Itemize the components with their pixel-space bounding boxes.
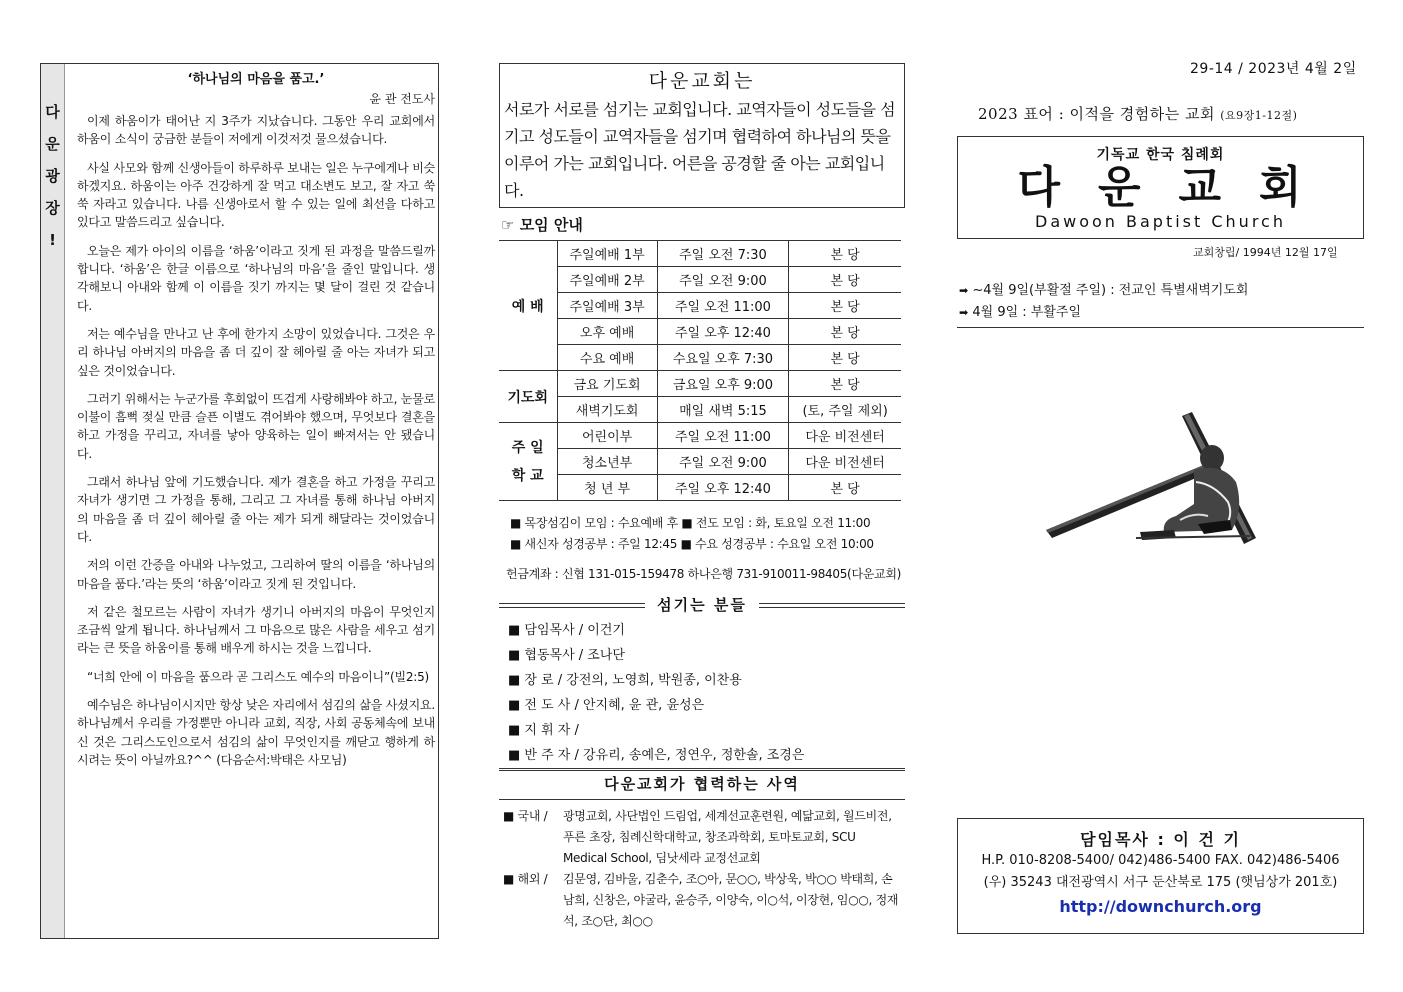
- table-cell: 주일 오후 12:40: [657, 475, 789, 501]
- table-cell: 본 당: [789, 267, 901, 293]
- table-row: [499, 371, 901, 397]
- table-cell: 수요 예배: [557, 345, 657, 371]
- list-item: ■ 장 로 / 강전의, 노영희, 박원종, 이찬용: [508, 673, 742, 688]
- cross-bearing-jesus-illustration: [1044, 412, 1264, 560]
- list-item: ■ 지 휘 자 /: [508, 723, 579, 738]
- list-item: ■ 전 도 사 / 안지혜, 윤 관, 윤성은: [508, 698, 705, 713]
- sermon-paragraph: 오늘은 제가 아이의 이름을 ‘하움’이라고 짓게 된 과정을 말씀드릴까 합니다. ‘하움’은 한글 이름으로 ‘하나님의 마음’을 줄인 말입니다. 생각해보니 아내와 함께 이 이름을 짓기 까지는 몇 달이 걸린 것 같습니다.: [77, 243, 435, 313]
- group-label: 예 배: [499, 241, 557, 371]
- table-row: [499, 267, 901, 293]
- table-row: [499, 475, 901, 501]
- meeting-extra: ■ 새신자 성경공부 : 주일 12:45 ■ 수요 성경공부 : 수요일 오전 10:00: [510, 537, 874, 551]
- arrow-icon: ➡: [959, 306, 969, 319]
- table-cell: (토, 주일 제외): [789, 397, 901, 423]
- table-cell: 새벽기도회: [557, 397, 657, 423]
- bible-verse: “너희 안에 이 마음을 품으라 곧 그리스도 예수의 마음이니”(빌2:5): [87, 669, 430, 684]
- table-row: [499, 319, 901, 345]
- sermon-paragraph: 저 같은 철모르는 사람이 자녀가 생기니 아버지의 마음이 무엇인지 조금씩 알게 됩니다. 하나님께서 그 마음으로 많은 사람을 세우고 섬기라는 큰 뜻을 하움이를 통해 배우게 하시는 것을 느낍니다.: [77, 604, 435, 656]
- ministry-overseas: ■ 해외 / 김문영, 김바울, 김춘수, 조○아, 문○○, 박상욱, 박○○ 박태희, 손남희, 신창은, 야굴라, 윤승주, 이양숙, 이○석, 이장현, 임○○, 정재석, 조○단, 최○○: [503, 872, 899, 928]
- sermon-title: ‘하나님의 마음을 품고.’: [187, 72, 325, 87]
- denomination: 기독교 한국 침례회: [1096, 147, 1225, 163]
- mission-box: [499, 63, 905, 208]
- table-cell: 다운 비전센터: [789, 449, 901, 475]
- group-label: 기도회: [499, 371, 557, 423]
- table-cell: 주일예배 3부: [557, 293, 657, 319]
- table-row: [499, 449, 901, 475]
- table-cell: 매일 새벽 5:15: [657, 397, 789, 423]
- notice-item: ➡ ~4월 9일(부활절 주일) : 전교인 특별새벽기도회: [959, 283, 1249, 298]
- table-cell: 금요일 오후 9:00: [657, 371, 789, 397]
- table-cell: 다운 비전센터: [789, 423, 901, 449]
- sermon-paragraph: 이제 하움이가 태어난 지 3주가 지났습니다. 그동안 우리 교회에서 하움이 소식이 궁금한 분들이 저에게 이것저것 물으셨습니다.: [77, 114, 435, 147]
- pastor-contact-box: [957, 818, 1364, 934]
- ministry-heading: 다운교회가 협력하는 사역: [499, 768, 905, 800]
- side-char: 운: [45, 135, 60, 153]
- founded-date: 교회창립/ 1994년 12월 17일: [1193, 246, 1338, 259]
- side-char: 장: [45, 199, 60, 217]
- table-cell: 수요일 오후 7:30: [657, 345, 789, 371]
- table-row: [499, 397, 901, 423]
- year-motto: 2023 표어 : 이적을 경험하는 교회 (요9장1-12절): [978, 105, 1298, 123]
- table-cell: 어린이부: [557, 423, 657, 449]
- table-cell: 주일예배 2부: [557, 267, 657, 293]
- table-row: [499, 345, 901, 371]
- sermon-paragraph: 그래서 하나님 앞에 기도했습니다. 제가 결혼을 하고 가정을 꾸리고 자녀가 생기면 그 가정을 통해, 그리고 그 자녀를 통해 하나님 아버지의 마음을 좀 더 깊이 헤아릴 줄 아는 제가 되게 해달라는 것이었습니다.: [77, 475, 435, 544]
- group-label: 주 일 학 교: [499, 423, 557, 501]
- notices: [957, 280, 1364, 328]
- sermon-paragraph: 저의 이런 간증을 아내와 나누었고, 그리하여 딸의 이름을 ‘하나님의 마음을 품다.’라는 뜻의 ‘하움’이라고 짓게 된 것입니다.: [77, 558, 435, 591]
- side-char: 광: [45, 167, 60, 185]
- church-title-box: [957, 136, 1364, 239]
- mission-text: 서로가 서로를 섬기는 교회입니다. 교역자들이 성도들을 섬기고 성도들이 교역자들을 섬기며 협력하여 하나님의 뜻을 이루어 가는 교회입니다. 어른을 공경할 줄 아는 교회입니다.: [504, 100, 896, 200]
- table-cell: 주일 오전 9:00: [657, 267, 789, 293]
- sermon-body: [77, 70, 435, 779]
- table-row: [499, 423, 901, 449]
- list-item: ■ 담임목사 / 이건기: [508, 623, 625, 638]
- meeting-extra: ■ 목장섬김이 모임 : 수요예배 후 ■ 전도 모임 : 화, 토요일 오전 11:00: [510, 516, 871, 530]
- table-cell: 주일예배 1부: [557, 241, 657, 267]
- table-cell: 본 당: [789, 293, 901, 319]
- website-link[interactable]: http://downchurch.org: [1059, 897, 1262, 916]
- table-cell: 본 당: [789, 345, 901, 371]
- mission-heading: 다운교회는: [648, 70, 756, 92]
- notice-item: ➡ 4월 9일 : 부활주일: [959, 305, 1082, 320]
- arrow-icon: ➡: [959, 284, 969, 297]
- sermon-paragraph: 그러기 위해서는 누군가를 후회없이 뜨겁게 사랑해봐야 하고, 눈물로 이불이 흠뻑 젖실 만큼 슬픈 이별도 겪어봐야 했으며, 무엇보다 결혼을 하고 가정을 꾸리고, 자녀를 낳아 양육하는 일이 빠져서는 안 됐습니다.: [77, 391, 435, 461]
- sermon-paragraph: 저는 예수님을 만나고 난 후에 한가지 소망이 있었습니다. 그것은 우리 하나님 아버지의 마음을 좀 더 깊이 잘 헤아릴 줄 아는 자녀가 되고 싶은 것이었습니다.: [77, 326, 435, 378]
- table-row: [499, 241, 901, 267]
- sermon-paragraph: 예수님은 하나님이시지만 항상 낮은 자리에서 섬김의 삶을 사셨지요. 하나님께서 우리를 가정뿐만 아니라 교회, 직장, 사회 공동체속에 보내신 것은 그리스도인으로서 섬김의 삶이 무엇인지를 깨닫고 행하게 하시려는 뜻이 아닐까요?^^ (다음순서:박태은 사모님): [77, 698, 435, 767]
- table-row: [499, 293, 901, 319]
- table-cell: 주일 오전 9:00: [657, 449, 789, 475]
- table-cell: 오후 예배: [557, 319, 657, 345]
- table-cell: 청 년 부: [557, 475, 657, 501]
- list-item: ■ 반 주 자 / 강유리, 송예은, 정연우, 정한솔, 조경은: [508, 748, 805, 763]
- table-cell: 본 당: [789, 319, 901, 345]
- servants-heading: 섬기는 분들: [499, 594, 905, 615]
- table-cell: 본 당: [789, 241, 901, 267]
- church-name-en: Dawoon Baptist Church: [1035, 212, 1286, 231]
- offering-account: 헌금계좌 : 신협 131-015-159478 하나은행 731-910011-98405(다운교회): [506, 567, 901, 581]
- table-cell: 금요 기도회: [557, 371, 657, 397]
- table-cell: 주일 오후 12:40: [657, 319, 789, 345]
- table-cell: 주일 오전 11:00: [657, 423, 789, 449]
- table-cell: 본 당: [789, 371, 901, 397]
- table-cell: 주일 오전 11:00: [657, 293, 789, 319]
- list-item: ■ 협동목사 / 조나단: [508, 648, 625, 663]
- schedule-heading: ☞ 모임 안내: [501, 216, 583, 234]
- ministry-list: [503, 806, 903, 932]
- pointing-hand-icon: ☞: [501, 216, 515, 234]
- schedule-table: [499, 240, 901, 501]
- contact-numbers: H.P. 010-8208-5400/ 042)486-5400 FAX. 042)486-5406: [981, 853, 1340, 868]
- pastor-name: 담임목사 : 이 건 기: [1080, 830, 1241, 849]
- side-char: 다: [45, 103, 60, 121]
- servants-list: [499, 618, 905, 771]
- column-side-label: [41, 64, 65, 938]
- church-name: 다운교회: [1017, 162, 1340, 213]
- sermon-paragraph: 사실 사모와 함께 신생아들이 하루하루 보내는 일은 누구에게나 비슷하겠지요. 하움이는 아주 건강하게 잘 먹고 대소변도 보고, 잘 자고 쑥쑥 자라고 있습니다. 나름 신생아로서 할 수 있는 일에 최선을 다하고 있다고 말씀드리고 싶습니다.: [77, 160, 435, 230]
- issue-date: 29-14 / 2023년 4월 2일: [1190, 61, 1357, 77]
- table-cell: 주일 오전 7:30: [657, 241, 789, 267]
- table-cell: 청소년부: [557, 449, 657, 475]
- table-cell: 본 당: [789, 475, 901, 501]
- sermon-column: [40, 63, 439, 939]
- sermon-author: 윤 관 전도사: [369, 92, 435, 106]
- ministry-domestic: ■ 국내 / 광명교회, 사단법인 드림업, 세계선교훈련원, 예닮교회, 월드비전, 푸른 초장, 침례신학대학교, 창조과학회, 토마토교회, SCU Medical School, 딤낫세라 교정선교회: [503, 809, 892, 865]
- address: (우) 35243 대전광역시 서구 둔산북로 175 (햇님상가 201호): [983, 875, 1338, 890]
- side-char: !: [49, 231, 56, 249]
